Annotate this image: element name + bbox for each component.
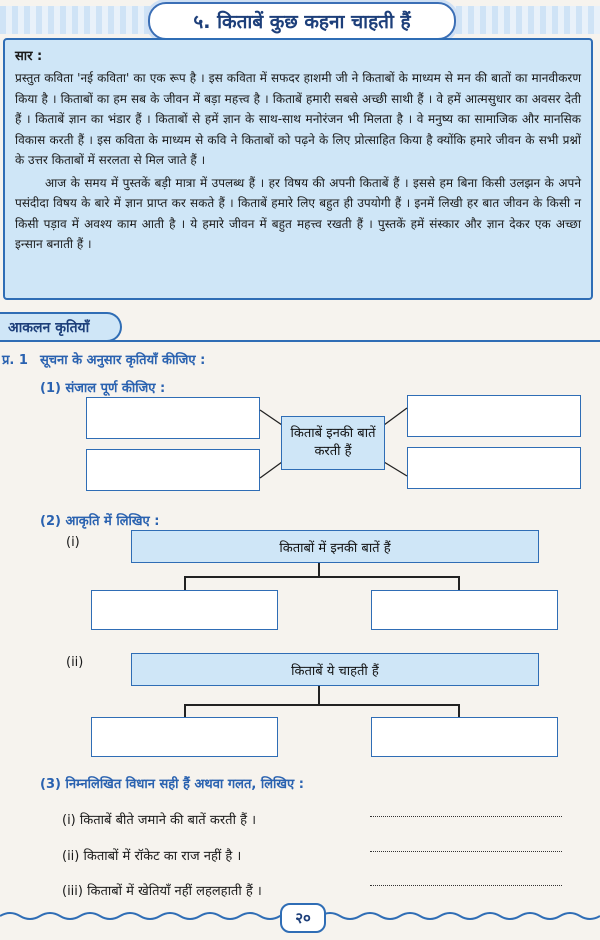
question-number: प्र. 1 <box>2 353 28 368</box>
web-center-box <box>281 416 385 470</box>
figure-ii-branch <box>184 704 459 706</box>
sub-label-i: (i) <box>66 535 80 550</box>
figure-ii-answer-left[interactable] <box>91 717 278 757</box>
statement-2: (ii) किताबों में रॉकेट का राज नहीं है । <box>62 849 242 864</box>
figure-ii-header: किताबें ये चाहती हैं <box>131 653 539 686</box>
part2-label: (2) आकृति में लिखिए : <box>40 514 160 529</box>
summary-paragraph-2: आज के समय में पुस्तकें बड़ी मात्रा में उपलब्ध हैं । हर विषय की अपनी किताबें हैं । इससे हम बिना किसी उलझन के अपने पसंदीदा विषय के बारे में ज्ञान प्राप्त कर सकते हैं । किताबें हमारे लिए बहुत ही उपयोगी हैं । इनमें लिखी हर बात जीवन के किसी न किसी पड़ाव में अवश्य काम आती है । ये हमारे जीवन में बहुत महत्त्व रखती हैं । पुस्तकें हमें संस्कार और ज्ञान देकर एक अच्छा इन्सान बनाती हैं । <box>15 175 581 251</box>
part1-label: (1) संजाल पूर्ण कीजिए : <box>40 381 166 396</box>
figure-ii-stem <box>318 686 320 705</box>
figure-i-stem <box>318 563 320 577</box>
web-center-line-1: किताबें इनकी बातें <box>290 426 376 441</box>
figure-i-answer-right[interactable] <box>371 590 558 630</box>
figure-ii-answer-right[interactable] <box>371 717 558 757</box>
figure-i-header: किताबों में इनकी बातें हैं <box>131 530 539 563</box>
figure-i-branch-left <box>184 576 186 591</box>
statement-1: (i) किताबें बीते जमाने की बातें करती हैं । <box>62 813 257 828</box>
figure-i-branch-right <box>458 576 460 591</box>
figure-i-branch <box>184 576 459 578</box>
figure-ii-branch-left <box>184 704 186 718</box>
activities-heading: आकलन कृतियाँ <box>0 312 122 342</box>
question-text: सूचना के अनुसार कृतियाँ कीजिए : <box>40 353 206 368</box>
figure-i-answer-left[interactable] <box>91 590 278 630</box>
answer-line-3[interactable] <box>370 884 562 886</box>
sub-label-ii: (ii) <box>66 655 84 670</box>
answer-line-1[interactable] <box>370 815 562 817</box>
web-center-line-2: करती हैं <box>314 444 352 459</box>
chapter-title: ५. किताबें कुछ कहना चाहती हैं <box>148 2 456 40</box>
statement-3: (iii) किताबों में खेतियाँ नहीं लहलहाती हैं । <box>62 884 262 899</box>
part3-label: (3) निम्नलिखित विधान सही हैं अथवा गलत, लिखिए : <box>40 777 304 792</box>
page-number: २० <box>280 903 326 933</box>
answer-line-2[interactable] <box>370 850 562 852</box>
figure-ii-branch-right <box>458 704 460 718</box>
summary-label: सार : <box>15 49 43 64</box>
summary-paragraph-1: प्रस्तुत कविता 'नई कविता' का एक रूप है । इस कविता में सफदर हाशमी जी ने किताबों के माध्यम से मन की बातों का मानवीकरण किया है । किताबों का हम सब के जीवन में बड़ा महत्त्व है । किताबें हमारी सबसे अच्छी साथी हैं । वे हमें आत्मसुधार का अवसर देती हैं । किताबें ज्ञान का भंडार हैं । किताबों से हमें ज्ञान के साथ-साथ मनोरंजन भी मिलता है । वे मनुष्य का सामाजिक और मानसिक विकास करती हैं । इस कविता के माध्यम से कवि ने किताबों को पढ़ने के लिए प्रोत्साहित किया है क्योंकि हमारे जीवन के सभी प्रश्नों के उत्तर किताबों में सरलता से मिल जाते हैं । <box>15 71 581 167</box>
